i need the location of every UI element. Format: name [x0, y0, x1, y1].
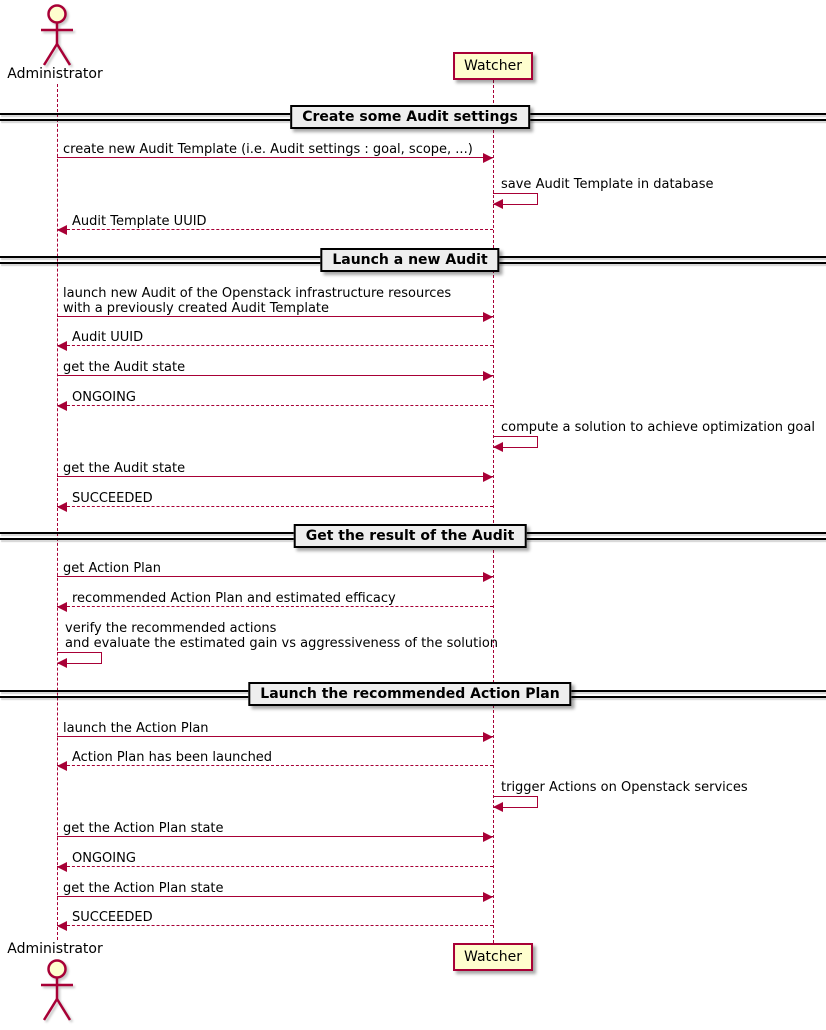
- arrowhead-left-icon: [57, 502, 67, 512]
- message-line: [57, 836, 493, 837]
- message-label: [72, 390, 136, 405]
- participant-box: Watcher: [453, 943, 533, 971]
- message-label-line: launch new Audit of the Openstack infrastructure resources: [63, 286, 452, 301]
- arrowhead-left-icon: [57, 921, 67, 931]
- self-message-label: [501, 420, 815, 435]
- message-label-line: ONGOING: [72, 851, 136, 866]
- message-label-line: compute a solution to achieve optimization goal: [501, 420, 815, 435]
- arrowhead-right-icon: [483, 892, 493, 902]
- message-label-line: Audit Template UUID: [72, 214, 207, 229]
- arrowhead-left-icon: [493, 802, 503, 812]
- message-label: [63, 561, 161, 576]
- arrowhead-right-icon: [483, 312, 493, 322]
- message-label-line: get Action Plan: [63, 561, 161, 576]
- arrowhead-left-icon: [57, 341, 67, 351]
- message-label-line: trigger Actions on Openstack services: [501, 780, 748, 795]
- self-message-label: [65, 621, 498, 651]
- message-label: [63, 286, 451, 316]
- message-line: [57, 229, 493, 230]
- message-line: [57, 506, 493, 507]
- arrowhead-left-icon: [57, 225, 67, 235]
- message-label: [63, 721, 209, 736]
- arrowhead-left-icon: [57, 761, 67, 771]
- participant-box: Watcher: [453, 52, 533, 80]
- message-line: [57, 476, 493, 477]
- message-line: [57, 765, 493, 766]
- message-line: [57, 375, 493, 376]
- arrowhead-right-icon: [483, 153, 493, 163]
- message-label: [63, 142, 473, 157]
- message-label: [63, 881, 224, 896]
- message-line: [57, 606, 493, 607]
- message-label-line: Audit UUID: [72, 330, 144, 345]
- arrowhead-right-icon: [483, 371, 493, 381]
- message-label-line: Action Plan has been launched: [72, 750, 273, 765]
- message-label-line: with a previously created Audit Template: [63, 301, 330, 316]
- message-line: [57, 405, 493, 406]
- message-label-line: verify the recommended actions: [65, 621, 277, 636]
- lifeline-watcher: [493, 80, 494, 943]
- message-label: [72, 214, 207, 229]
- message-label-line: get the Audit state: [63, 360, 186, 375]
- self-message-label: [501, 177, 714, 192]
- message-label-line: recommended Action Plan and estimated efficacy: [72, 591, 396, 606]
- message-label: [63, 461, 185, 476]
- message-label: [72, 491, 153, 506]
- message-line: [57, 576, 493, 577]
- actor-icon: [37, 958, 77, 1022]
- participant-label: Administrator: [7, 66, 103, 82]
- actor-icon: [37, 3, 77, 67]
- section-divider: Launch the recommended Action Plan: [248, 682, 571, 706]
- message-line: [57, 316, 493, 317]
- arrowhead-right-icon: [483, 732, 493, 742]
- message-label: [72, 591, 396, 606]
- arrowhead-left-icon: [57, 401, 67, 411]
- message-label-line: create new Audit Template (i.e. Audit settings : goal, scope, ...): [63, 142, 473, 157]
- message-label-line: ONGOING: [72, 390, 136, 405]
- section-divider: Launch a new Audit: [320, 248, 499, 272]
- message-label-line: SUCCEEDED: [72, 491, 153, 506]
- arrowhead-left-icon: [57, 658, 67, 668]
- arrowhead-left-icon: [493, 442, 503, 452]
- message-line: [57, 157, 493, 158]
- message-label-line: get the Action Plan state: [63, 881, 224, 896]
- self-message-label: [501, 780, 748, 795]
- arrowhead-right-icon: [483, 572, 493, 582]
- lifeline-admin: [57, 84, 58, 940]
- message-label: [72, 330, 143, 345]
- message-line: [57, 896, 493, 897]
- message-label-line: save Audit Template in database: [501, 177, 714, 192]
- section-divider: Get the result of the Audit: [294, 524, 527, 548]
- message-label: [72, 910, 153, 925]
- message-label-line: get the Audit state: [63, 461, 186, 476]
- message-label: [63, 821, 224, 836]
- arrowhead-left-icon: [493, 199, 503, 209]
- arrowhead-right-icon: [483, 832, 493, 842]
- message-line: [57, 866, 493, 867]
- message-label-line: and evaluate the estimated gain vs aggressiveness of the solution: [65, 636, 499, 651]
- message-label: [72, 851, 136, 866]
- message-label-line: SUCCEEDED: [72, 910, 153, 925]
- message-line: [57, 736, 493, 737]
- message-line: [57, 925, 493, 926]
- arrowhead-left-icon: [57, 602, 67, 612]
- message-line: [57, 345, 493, 346]
- participant-label: Administrator: [7, 941, 103, 957]
- section-divider: Create some Audit settings: [290, 105, 530, 129]
- message-label: [63, 360, 185, 375]
- message-label-line: launch the Action Plan: [63, 721, 209, 736]
- arrowhead-right-icon: [483, 472, 493, 482]
- arrowhead-left-icon: [57, 862, 67, 872]
- message-label: [72, 750, 272, 765]
- message-label-line: get the Action Plan state: [63, 821, 224, 836]
